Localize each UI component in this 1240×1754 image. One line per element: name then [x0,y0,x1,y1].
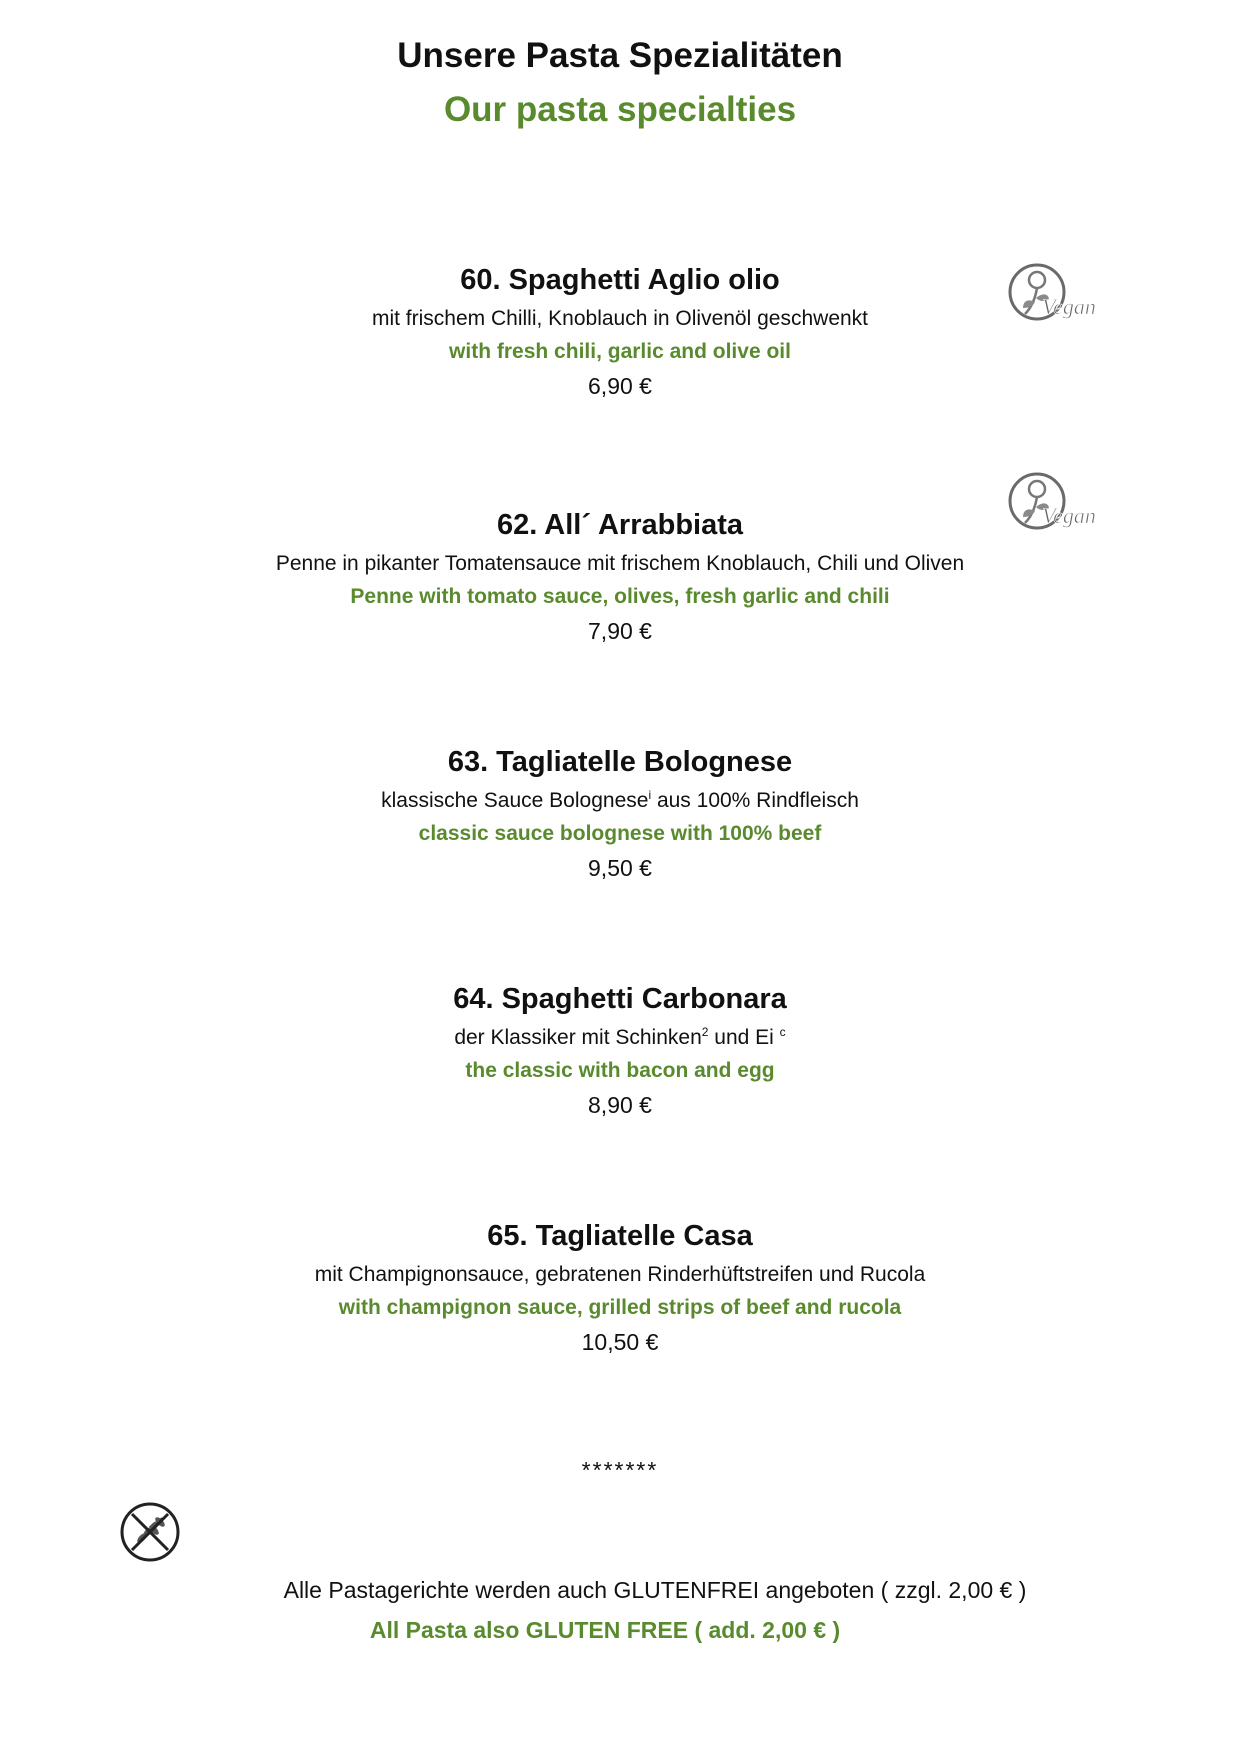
item-description-en: the classic with bacon and egg [465,1059,775,1082]
item-name: 62. All´ Arrabbiata [496,509,744,541]
gluten-free-icon [118,1500,182,1564]
vegan-icon [1005,258,1095,334]
item-price: 8,90 € [588,1092,652,1118]
item-description-de: mit Champignonsauce, gebratenen Rinderhüftstreifen und Rucola [314,1263,926,1286]
item-description-en: Penne with tomato sauce, olives, fresh garlic and chili [350,585,890,608]
allergen-marker: c [779,1025,786,1039]
item-price: 6,90 € [588,373,652,399]
item-description-en: classic sauce bolognese with 100% beef [418,822,822,845]
allergen-marker: i [648,788,652,802]
item-name: 63. Tagliatelle Bolognese [447,746,793,778]
item-price: 10,50 € [581,1329,659,1355]
item-description-en: with champignon sauce, grilled strips of beef and rucola [338,1296,902,1319]
separator: ******* [581,1457,659,1483]
vegan-label: Vegan [1042,294,1095,319]
item-description-de [0,786,1240,816]
item-description-text: aus 100% Rindfleisch [651,789,859,812]
item-price: 7,90 € [588,618,652,644]
menu-item-63 [0,744,1240,884]
item-description-de [0,1023,1240,1053]
item-description-en: with fresh chili, garlic and olive oil [449,340,791,363]
item-description-de: mit frischem Chilli, Knoblauch in Olivenöl geschwenkt [371,307,869,330]
item-description-text: klassische Sauce Bolognese [381,789,649,812]
allergen-marker: 2 [701,1025,709,1039]
item-description-text: der Klassiker mit Schinken [454,1026,702,1049]
page-title: Unsere Pasta Spezialitäten [397,36,843,75]
vegan-label: Vegan [1042,503,1095,528]
gluten-free-note-de: Alle Pastagerichte werden auch GLUTENFREI angeboten ( zzgl. 2,00 € ) [283,1577,1027,1603]
item-name: 64. Spaghetti Carbonara [453,983,787,1015]
menu-item-64 [0,981,1240,1121]
page-subtitle: Our pasta specialties [443,90,797,129]
vegan-icon [1005,467,1095,543]
item-description-text: und Ei [708,1026,780,1049]
menu-item-65 [0,1218,1240,1358]
item-description-de: Penne in pikanter Tomatensauce mit frischem Knoblauch, Chili und Oliven [275,552,965,575]
item-price: 9,50 € [588,855,652,881]
item-name: 65. Tagliatelle Casa [487,1220,753,1252]
item-name: 60. Spaghetti Aglio olio [460,264,780,296]
gluten-free-note-en: All Pasta also GLUTEN FREE ( add. 2,00 € ) [369,1617,841,1643]
